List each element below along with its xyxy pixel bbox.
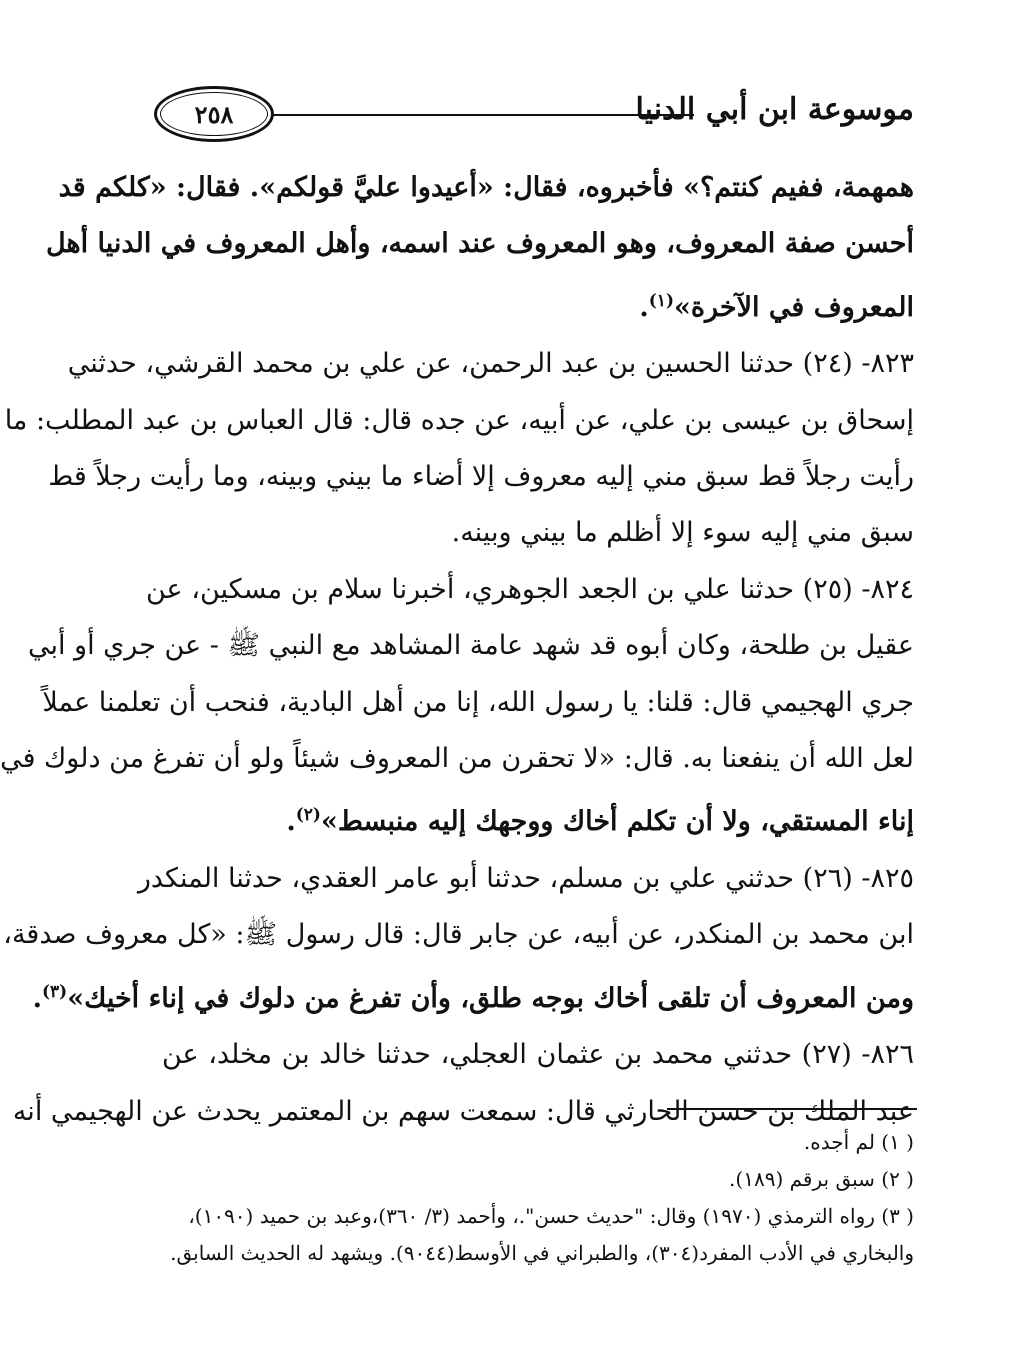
text-line: همهمة، ففيم كنتم؟» فأخبروه، فقال: «أعيدوا عليَّ قولكم». فقال: «كلكم قد [58, 172, 914, 203]
text-line [32, 964, 914, 1027]
text-line: جري الهجيمي قال: قلنا: يا رسول الله، إنا من أهل البادية، فنحب أن تعلمنا عملاً [42, 686, 914, 718]
text-line: لعل الله أن ينفعنا به. قال: «لا تحقرن من المعروف شيئاً ولو أن تفرغ من دلوك في [0, 743, 914, 775]
footnote-ref: (٣) [41, 981, 68, 1002]
text-line: عقيل بن طلحة، وكان أبوه قد شهد عامة المشاهد مع النبي ﷺ - عن جري أو أبي [27, 630, 914, 662]
text-line: إسحاق بن عيسى بن علي، عن أبيه، عن جده قال: قال العباس بن عبد المطلب: ما [4, 404, 914, 436]
text-line: ٨٢٥- (٢٦) حدثني علي بن مسلم، حدثنا أبو عامر العقدي، حدثنا المنكدر [137, 862, 914, 894]
text-line [162, 787, 914, 850]
text-line-content: المعروف في الآخرة» [673, 291, 914, 323]
footnote-ref: (٢) [295, 805, 321, 826]
page-number-oval [154, 86, 274, 142]
text-line: أحسن صفة المعروف، وهو المعروف عند اسمه، وأهل المعروف في الدنيا أهل [45, 228, 914, 260]
page-header [154, 86, 914, 146]
text-line: عبد الملك بن حسن الحارثي قال: سمعت سهم بن المعتمر يحدث عن الهجيمي أنه [12, 1095, 914, 1127]
text-line-content: ومن المعروف أن تلقى أخاك بوجه طلق، وأن تفرغ من دلوك في إناء أخيك» [67, 982, 914, 1014]
footnote: ( ١) لم أجده. [803, 1130, 914, 1154]
header-rule [272, 114, 694, 116]
text-line: ٨٢٣- (٢٤) حدثنا الحسين بن عبد الرحمن، عن علي بن محمد القرشي، حدثني [67, 348, 914, 380]
footnote: ( ٣) رواه الترمذي (١٩٧٠) وقال: "حديث حسن".، وأحمد (٣/ ٣٦٠)،وعبد بن حميد (١٠٩٠)، [188, 1204, 914, 1228]
text-line: رأيت رجلاً قط سبق مني إليه معروف إلا أضاء ما بيني وبينه، وما رأيت رجلاً قط [48, 461, 914, 493]
main-text [0, 160, 915, 1140]
footnote-ref: (١) [648, 290, 674, 311]
page-number: ٢٥٨ [194, 99, 234, 129]
text-line-content: إناء المستقي، ولا أن تكلم أخاك ووجهك إليه منبسط» [320, 806, 914, 838]
period: . [32, 982, 42, 1014]
footnote: ( ٢) سبق برقم (١٨٩). [729, 1167, 914, 1191]
running-title: موسوعة ابن أبي الدنيا [635, 92, 914, 127]
text-line [162, 273, 914, 336]
text-line: ابن محمد بن المنكدر، عن أبيه، عن جابر قال: قال رسول ﷺ: «كل معروف صدقة، [3, 919, 914, 951]
footnote-separator [667, 1108, 917, 1110]
period: . [286, 806, 296, 838]
footnote: والبخاري في الأدب المفرد(٣٠٤)، والطبراني في الأوسط(٩٠٤٤). ويشهد له الحديث السابق. [170, 1241, 914, 1265]
text-line: سبق مني إليه سوء إلا أظلم ما بيني وبينه. [451, 517, 914, 549]
text-line: ٨٢٦- (٢٧) حدثني محمد بن عثمان العجلي، حدثنا خالد بن مخلد، عن [162, 1039, 915, 1071]
footnotes [162, 1124, 914, 1272]
text-line: ٨٢٤- (٢٥) حدثنا علي بن الجعد الجوهري، أخبرنا سلام بن مسكين، عن [146, 573, 914, 605]
period: . [639, 291, 649, 323]
